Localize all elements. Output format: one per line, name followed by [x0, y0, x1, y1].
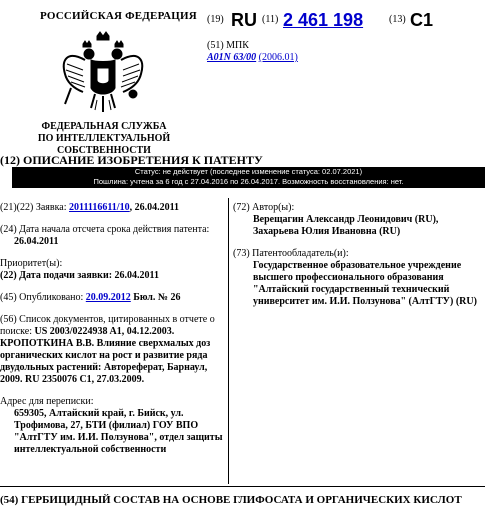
invention-title: (54) ГЕРБИЦИДНЫЙ СОСТАВ НА ОСНОВЕ ГЛИФОСАТА И ОРГАНИЧЕСКИХ КИСЛОТ — [0, 494, 462, 506]
published-label: (45) Опубликовано: — [0, 292, 84, 303]
citations-label: (56) Список документов, цитированных в отчете о поиске: — [0, 314, 215, 337]
column-divider — [228, 198, 229, 484]
published-field — [0, 292, 226, 304]
status-bar — [12, 167, 485, 188]
filing-date: (22) Дата подачи заявки: 26.04.2011 — [0, 270, 159, 281]
bulletin: Бюл. № 26 — [130, 292, 181, 303]
citations-text: US 2003/0224938 A1, 04.12.2003. КРОПОТКИНА В.В. Влияние сверхмалых доз органических кислот на рост и развитие ряда двудольных растений: Автореферат, Барнаул, 2009. RU 2350076 C1, 27.03.2009. — [0, 326, 211, 385]
ipc-year-link[interactable]: (2006.01) — [258, 52, 298, 63]
status-line: Статус: не действует (последнее изменение статуса: 02.07.2021) — [134, 167, 363, 176]
patent-number-link[interactable]: 2 461 198 — [283, 10, 364, 30]
address-label: Адрес для переписки: — [0, 396, 94, 407]
authors-label: (72) Автор(ы): — [233, 202, 295, 213]
code-13: (13) — [389, 14, 406, 25]
application-date: , 26.04.2011 — [129, 202, 180, 213]
priority-label: Приоритет(ы): — [0, 258, 63, 269]
right-column — [233, 202, 485, 318]
coat-of-arms-emblem — [57, 30, 149, 116]
term-start-date: 26.04.2011 — [14, 236, 59, 247]
address-field — [0, 396, 226, 456]
left-column — [0, 202, 226, 466]
author-2: Захарьева Юлия Ивановна (RU) — [253, 226, 401, 237]
priority-field — [0, 258, 226, 282]
agency-line-2: ПО ИНТЕЛЛЕКТУАЛЬНОЙ СОБСТВЕННОСТИ — [37, 133, 171, 156]
authors-field — [233, 202, 485, 238]
country-name: РОССИЙСКАЯ ФЕДЕРАЦИЯ — [40, 10, 197, 22]
application-label: (21)(22) Заявка: — [0, 202, 67, 213]
country-code: RU — [231, 10, 257, 30]
term-start-field — [0, 224, 226, 248]
term-start-label: (24) Дата начала отсчета срока действия патента: — [0, 224, 210, 235]
kind-code: C1 — [410, 10, 434, 30]
code-11: (11) — [262, 14, 279, 25]
agency-line-1: ФЕДЕРАЛЬНАЯ СЛУЖБА — [41, 121, 167, 132]
mpk-label: (51) МПК — [207, 40, 249, 51]
author-1: Верещагин Александр Леонидович (RU), — [253, 214, 439, 225]
address-text: 659305, Алтайский край, г. Бийск, ул. Трофимова, 27, БТИ (филиал) ГОУ ВПО "АлтГТУ им. И.И. Ползунова", отдел защиты интеллектуальной собственности — [14, 408, 223, 455]
ipc-classification — [207, 52, 298, 63]
citations-field — [0, 314, 226, 386]
ipc-code-link[interactable]: A01N 63/00 — [207, 52, 257, 63]
owner-field — [233, 248, 485, 308]
application-number-link[interactable]: 2011116611/10 — [69, 202, 130, 213]
agency-name — [0, 121, 208, 157]
published-date-link[interactable]: 20.09.2012 — [85, 292, 131, 303]
application-field — [0, 202, 226, 214]
document-title: (12) ОПИСАНИЕ ИЗОБРЕТЕНИЯ К ПАТЕНТУ — [0, 153, 263, 167]
code-19: (19) — [207, 14, 224, 25]
owner-label: (73) Патентообладатель(и): — [233, 248, 349, 259]
section-divider — [0, 486, 485, 487]
fee-line: Пошлина: учтена за 6 год с 27.04.2016 по 26.04.2017. Возможность восстановления: нет. — [93, 177, 404, 186]
owner-text: Государственное образовательное учреждение высшего профессионального образования "Алтайский государственный технический университет им. И.И. Ползунова" (АлтГТУ) (RU) — [253, 260, 477, 307]
